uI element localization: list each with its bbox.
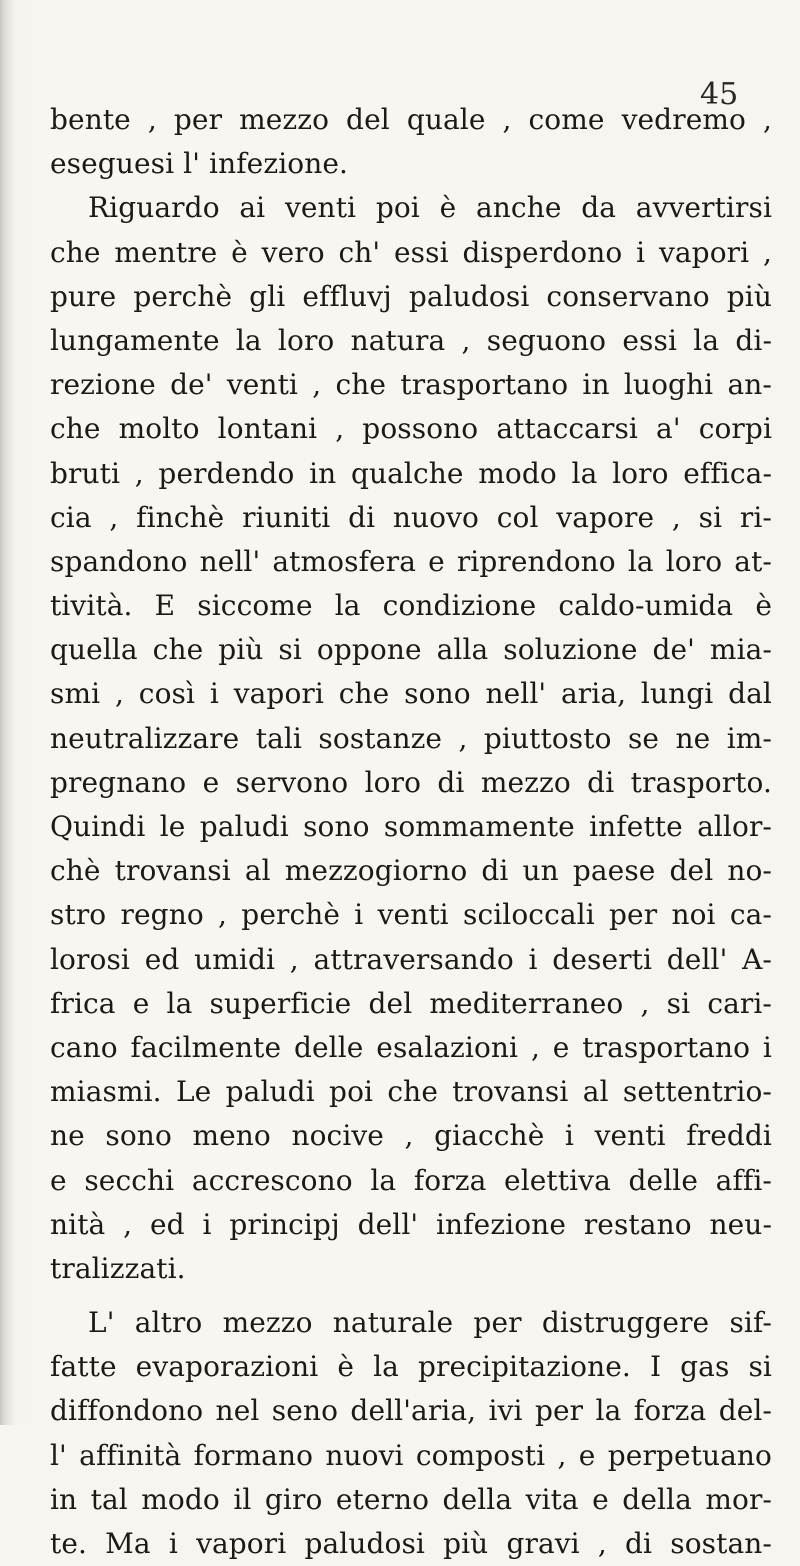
text-line: spandono nell' atmosfera e riprendono la loro at- [50, 544, 772, 578]
text-line: miasmi. Le paludi poi che trovansi al settentrio- [50, 1075, 772, 1109]
text-line: tralizzati. [50, 1251, 186, 1285]
text-line: che mentre è vero ch' essi disperdono i vapori , [50, 235, 772, 269]
text-line: lungamente la loro natura , seguono essi la di- [50, 323, 772, 357]
text-line: nità , ed i principj dell' infezione restano neu- [50, 1207, 772, 1241]
text-line: ne sono meno nocive , giacchè i venti freddi [50, 1119, 772, 1153]
text-line: te. Ma i vapori paludosi più gravi , di sostan- [50, 1527, 772, 1560]
text-line: che molto lontani , possono attaccarsi a' corpi [50, 412, 772, 446]
text-line: lorosi ed umidi , attraversando i deserti dell' A- [50, 942, 772, 976]
text-line: rezione de' venti , che trasportano in luoghi an- [50, 368, 772, 402]
text-line: l' affinità formano nuovi composti , e perpetuano [50, 1438, 772, 1472]
text-line: e secchi accrescono la forza elettiva delle affi- [50, 1163, 772, 1197]
text-line: diffondono nel seno dell'aria, ivi per la forza del- [50, 1394, 772, 1428]
text-line: pregnano e servono loro di mezzo di trasporto. [50, 765, 772, 799]
text-line: stro regno , perchè i venti sciloccali per noi ca- [50, 898, 772, 932]
binding-edge [0, 0, 14, 1425]
text-line: in tal modo il giro eterno della vita e della mor- [50, 1482, 772, 1516]
text-line: Quindi le paludi sono sommamente infette allor- [50, 810, 772, 843]
text-line: cia , finchè riuniti di nuovo col vapore , si ri- [50, 500, 772, 534]
text-line: fatte evaporazioni è la precipitazione. I gas si [50, 1350, 772, 1384]
text-line: pure perchè gli effluvj paludosi conservano più [50, 279, 772, 313]
paragraph-first-line: Riguardo ai venti poi è anche da avvertirsi [88, 191, 772, 225]
text-line: bruti , perdendo in qualche modo la loro effica- [50, 456, 772, 490]
text-line: tività. E siccome la condizione caldo-umida è [50, 589, 772, 623]
text-line: frica e la superficie del mediterraneo , si cari- [50, 986, 772, 1020]
text-line: smi , così i vapori che sono nell' aria, lungi dal [50, 677, 772, 711]
text-line: chè trovansi al mezzogiorno di un paese del no- [50, 854, 772, 888]
text-line: cano facilmente delle esalazioni , e trasportano i [50, 1030, 772, 1064]
text-line: eseguesi l' infezione. [50, 147, 349, 181]
text-line: bente , per mezzo del quale , come vedremo , [50, 103, 772, 136]
body-text [50, 98, 772, 1566]
paragraph-gap [50, 1291, 772, 1301]
paragraph-first-line: L' altro mezzo naturale per distruggere sif- [88, 1306, 772, 1340]
text-line: quella che più si oppone alla soluzione de' mia- [50, 633, 772, 667]
text-line: neutralizzare tali sostanze , piuttosto se ne im- [50, 721, 772, 755]
page-number: 45 [700, 77, 739, 112]
